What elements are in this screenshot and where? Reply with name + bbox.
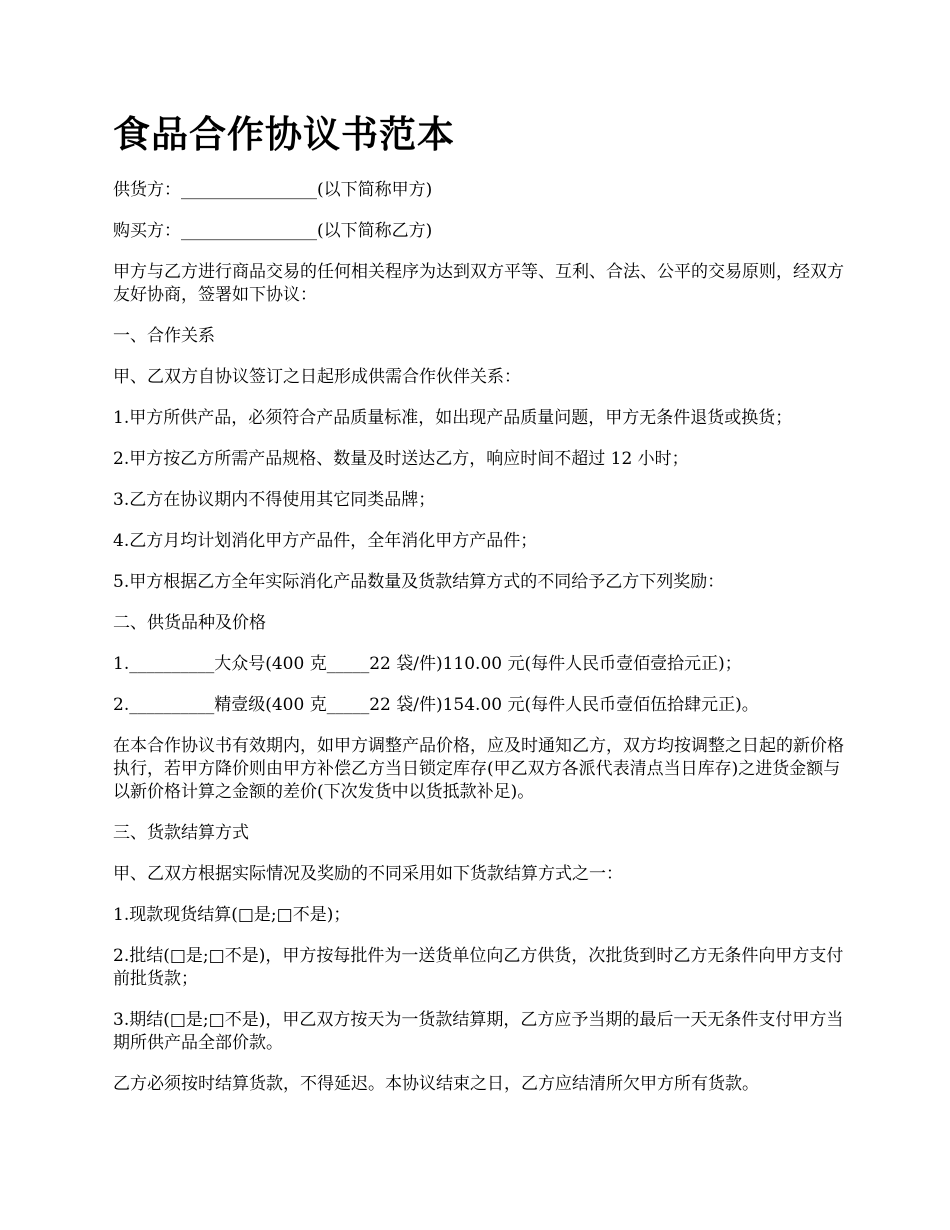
- list-item: 1.现款现货结算(□是;□不是)；: [113, 905, 351, 925]
- list-item: 1.__________大众号(400 克_____22 袋/件)110.00 元(每件人民币壹佰壹拾元正)；: [113, 654, 742, 674]
- section-heading-products: 二、供货品种及价格: [113, 613, 266, 633]
- paragraph: 甲、乙双方自协议签订之日起形成供需合作伙伴关系：: [113, 367, 521, 387]
- section-heading-payment: 三、货款结算方式: [113, 823, 249, 843]
- document-title: 食品合作协议书范本: [113, 112, 455, 156]
- section-heading-cooperation: 一、合作关系: [113, 326, 215, 346]
- price-adjustment-paragraph: 在本合作协议书有效期内，如甲方调整产品价格，应及时通知乙方，双方均按调整之日起的新价格执行，若甲方降价则由甲方补偿乙方当日锁定库存(甲乙双方各派代表清点当日库存)之进货金额与以新价格计算之金额的差价(下次发货中以货抵款补足)。: [113, 736, 844, 802]
- supplier-line: 供货方：________________(以下简称甲方): [113, 180, 433, 200]
- list-item: 2.甲方按乙方所需产品规格、数量及时送达乙方，响应时间不超过 12 小时；: [113, 449, 689, 469]
- paragraph: 乙方必须按时结算货款，不得延迟。本协议结束之日，乙方应结清所欠甲方所有货款。: [113, 1074, 759, 1094]
- list-item: 3.乙方在协议期内不得使用其它同类品牌；: [113, 490, 436, 510]
- list-item: 1.甲方所供产品，必须符合产品质量标准，如出现产品质量问题，甲方无条件退货或换货；: [113, 408, 793, 428]
- list-item: 2.__________精壹级(400 克_____22 袋/件)154.00 元(每件人民币壹佰伍拾肆元正)。: [113, 695, 759, 715]
- buyer-line: 购买方：________________(以下简称乙方): [113, 221, 433, 241]
- preamble-paragraph: 甲方与乙方进行商品交易的任何相关程序为达到双方平等、互利、合法、公平的交易原则，经双方友好协商，签署如下协议：: [113, 262, 844, 305]
- list-item: 3.期结(□是;□不是)，甲乙双方按天为一货款结算期，乙方应予当期的最后一天无条件支付甲方当期所供产品全部价款。: [113, 1010, 844, 1053]
- document-body: [113, 179, 853, 1114]
- list-item: 5.甲方根据乙方全年实际消化产品数量及货款结算方式的不同给予乙方下列奖励：: [113, 572, 725, 592]
- list-item: 2.批结(□是;□不是)，甲方按每批件为一送货单位向乙方供货，次批货到时乙方无条件向甲方支付前批货款；: [113, 946, 844, 989]
- paragraph: 甲、乙双方根据实际情况及奖励的不同采用如下货款结算方式之一：: [113, 864, 623, 884]
- list-item: 4.乙方月均计划消化甲方产品件，全年消化甲方产品件；: [113, 531, 538, 551]
